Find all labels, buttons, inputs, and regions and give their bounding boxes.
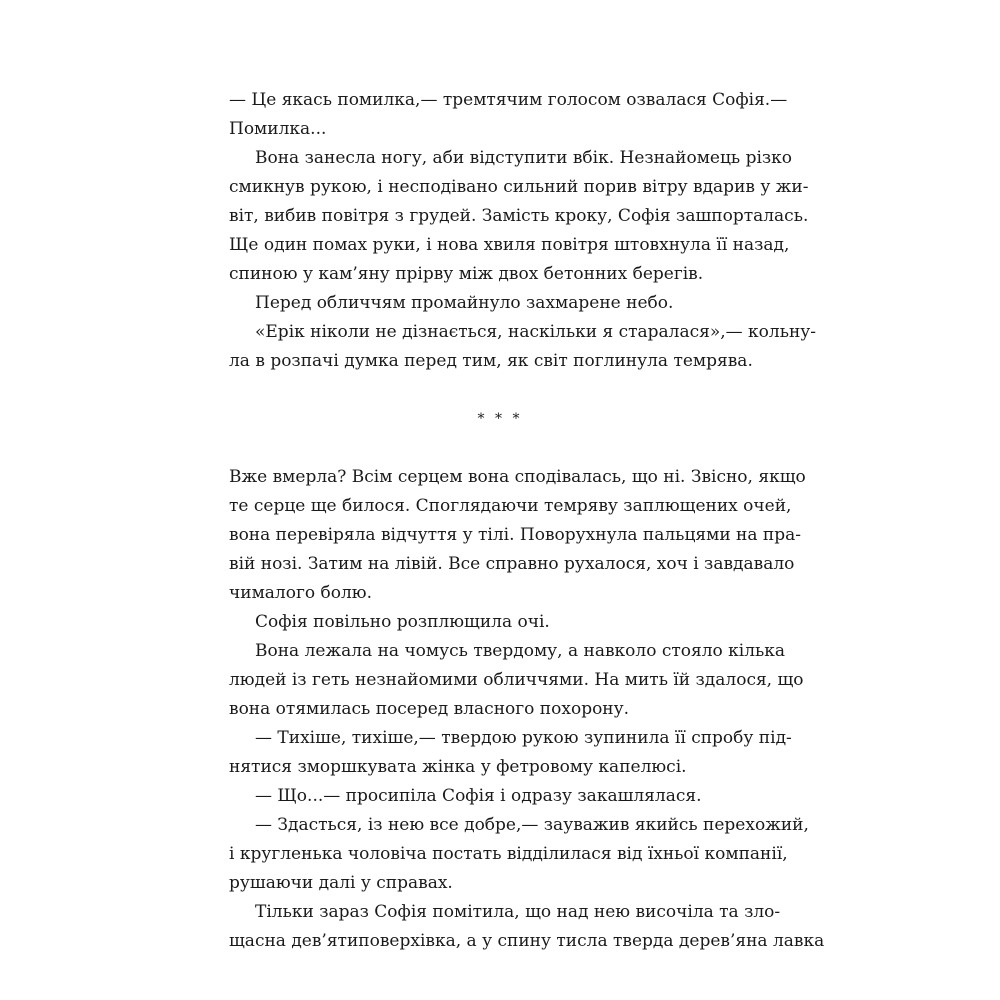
text-line: Перед обличчям промайнуло захмарене небо.: [255, 293, 674, 313]
text-line: — Здасться, із нею все добре,— зауважив якийсь перехожий,: [255, 815, 809, 835]
text-line: вій нозі. Затим на лівій. Все справно рухалося, хоч і завдавало: [229, 554, 795, 574]
text-line: ла в розпачі думка перед тим, як світ поглинула темрява.: [229, 351, 753, 371]
text-line: рушаючи далі у справах.: [229, 873, 453, 893]
text-line: Вона лежала на чомусь твердому, а навколо стояло кілька: [255, 641, 786, 661]
section-separator: * * *: [477, 411, 523, 427]
text-line: «Ерік ніколи не дізнається, наскільки я старалася»,— кольну-: [255, 322, 817, 342]
text-line: Ще один помах руки, і нова хвиля повітря штовхнула її назад,: [229, 235, 790, 255]
text-line: — Це якась помилка,— тремтячим голосом озвалася Софія.—: [229, 90, 788, 110]
text-line: чималого болю.: [229, 583, 372, 603]
text-line: вона перевіряла відчуття у тілі. Поворухнула пальцями на пра-: [229, 525, 802, 545]
text-line: щасна дев’ятиповерхівка, а у спину тисла тверда дерев’яна лавка: [229, 931, 825, 951]
text-line: — Що...— просипіла Софія і одразу закашлялася.: [255, 786, 702, 806]
text-line: нятися зморшкувата жінка у фетровому капелюсі.: [229, 757, 687, 777]
text-line: віт, вибив повітря з грудей. Замість кроку, Софія зашпорталась.: [229, 206, 809, 226]
book-page: [229, 90, 825, 951]
text-line: — Тихіше, тихіше,— твердою рукою зупинила її спробу під-: [255, 728, 792, 748]
text-line: людей із геть незнайомими обличчями. На мить їй здалося, що: [229, 670, 804, 690]
text-line: Вже вмерла? Всім серцем вона сподівалась, що ні. Звісно, якщо: [229, 467, 806, 487]
text-line: Помилка...: [229, 119, 327, 139]
text-line: Вона занесла ногу, аби відступити вбік. Незнайомець різко: [255, 148, 793, 168]
text-line: те серце ще билося. Споглядаючи темряву заплющених очей,: [229, 496, 792, 516]
text-line: Софія повільно розплющила очі.: [255, 612, 550, 632]
text-line: вона отямилась посеред власного похорону.: [229, 699, 630, 719]
text-line: смикнув рукою, і несподівано сильний порив вітру вдарив у жи-: [229, 177, 809, 197]
text-line: і кругленька чоловіча постать відділилася від їхньої компанії,: [229, 844, 788, 864]
text-line: Тільки зараз Софія помітила, що над нею височіла та зло-: [255, 902, 781, 922]
text-line: спиною у кам’яну прірву між двох бетонних берегів.: [229, 264, 704, 284]
